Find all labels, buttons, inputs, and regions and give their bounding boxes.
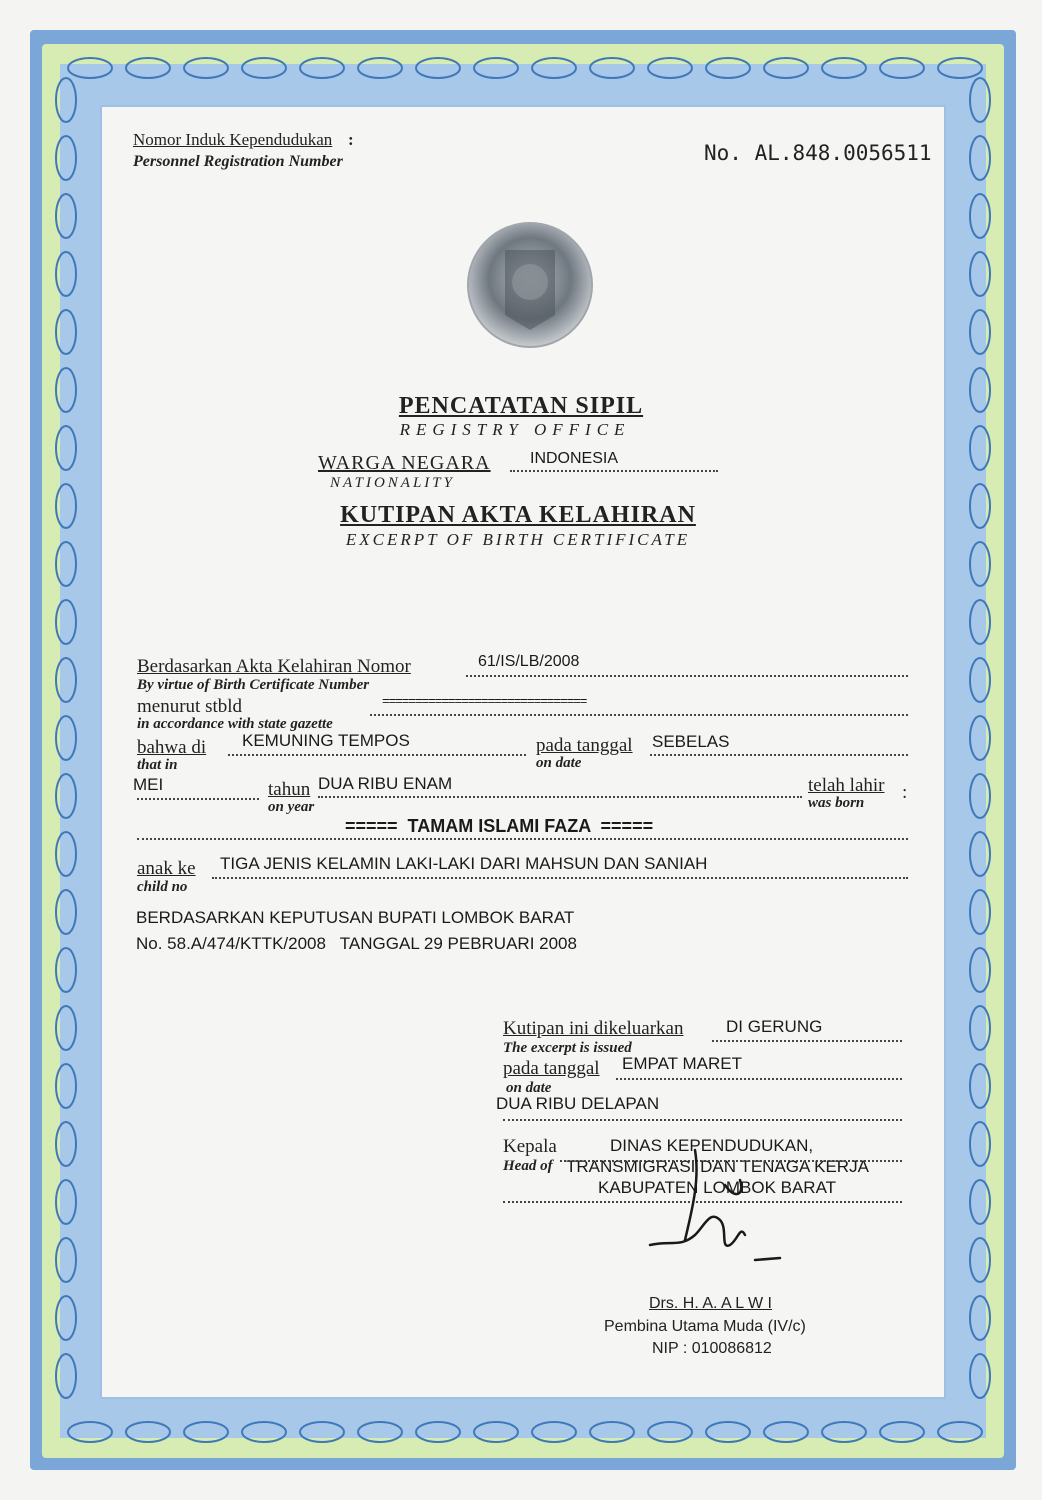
document-title: [0, 502, 1036, 529]
ornament-oval: [970, 1122, 990, 1166]
ornament-oval: [706, 1422, 750, 1442]
nationality-label: WARGA NEGARA: [318, 452, 491, 474]
signatory-name: Drs. H. A. A L W I: [649, 1295, 772, 1312]
ornament-oval: [56, 832, 76, 876]
issue-date-value: EMPAT MARET: [622, 1054, 742, 1073]
born-label-en: was born: [808, 795, 865, 811]
ornament-oval: [68, 58, 112, 78]
issue-date-label: pada tanggal: [503, 1058, 600, 1079]
place-label: bahwa di: [137, 737, 207, 758]
place-value: KEMUNING TEMPOS: [242, 731, 410, 750]
place-label-en: that in: [137, 757, 178, 773]
ornament-oval: [822, 58, 866, 78]
ornament-oval: [56, 1064, 76, 1108]
child-name-dots: [137, 838, 908, 840]
ornament-oval: [56, 948, 76, 992]
ornament-oval: [532, 1422, 576, 1442]
ornament-oval: [648, 1422, 692, 1442]
document-title-text: KUTIPAN AKTA KELAHIRAN: [340, 502, 696, 528]
ornament-oval: [358, 58, 402, 78]
birth-year-dots: [318, 796, 802, 798]
ornament-oval: [56, 1296, 76, 1340]
ornament-oval: [416, 58, 460, 78]
ornament-oval: [970, 194, 990, 238]
hologram-seal: [465, 220, 595, 350]
ornament-oval: [970, 310, 990, 354]
ornament-oval: [880, 58, 924, 78]
child-order-value: TIGA JENIS KELAMIN LAKI-LAKI DARI MAHSUN DAN SANIAH: [220, 854, 708, 873]
decree-line-2: No. 58.A/474/KTTK/2008 TANGGAL 29 PEBRUARI 2008: [136, 934, 577, 953]
issued-place-value: DI GERUNG: [726, 1017, 823, 1036]
child-name-value: ===== TAMAM ISLAMI FAZA =====: [345, 816, 654, 836]
nationality-dots: [510, 470, 718, 472]
ornament-oval: [358, 1422, 402, 1442]
born-label: telah lahir: [808, 775, 885, 796]
issue-year-value: DUA RIBU DELAPAN: [496, 1094, 660, 1113]
birth-date-value: SEBELAS: [652, 732, 730, 751]
ornament-oval: [56, 194, 76, 238]
ornament-oval: [880, 1422, 924, 1442]
ornament-oval: [970, 1180, 990, 1224]
ornament-oval: [764, 58, 808, 78]
stbld-value: ===============================: [382, 693, 587, 708]
ornament-oval: [56, 1180, 76, 1224]
nik-colon: :: [348, 130, 354, 149]
ornament-oval: [822, 1422, 866, 1442]
ornament-oval: [56, 1354, 76, 1398]
stbld-label-en: in accordance with state gazette: [137, 716, 333, 732]
ornament-oval: [970, 252, 990, 296]
signatory-rank: Pembina Utama Muda (IV/c): [604, 1318, 806, 1335]
ornament-oval: [970, 1064, 990, 1108]
ornament-oval: [970, 1296, 990, 1340]
ornament-oval: [242, 1422, 286, 1442]
head-office-line-3: KABUPATEN LOMBOK BARAT: [598, 1178, 837, 1197]
head-office-line-2: TRANSMIGRASI DAN TENAGA KERJA: [566, 1157, 869, 1176]
child-order-dots: [212, 877, 908, 879]
issue-date-dots: [616, 1078, 902, 1080]
head-label-en: Head of: [503, 1158, 553, 1174]
stbld-label: menurut stbld: [137, 696, 243, 717]
signature: [640, 1140, 790, 1280]
ornament-oval: [706, 58, 750, 78]
office-title: [0, 393, 1042, 420]
ornament-oval: [56, 252, 76, 296]
office-title-en: REGISTRY OFFICE: [399, 420, 631, 439]
ornament-oval: [970, 1006, 990, 1050]
document-title-en: EXCERPT OF BIRTH CERTIFICATE: [345, 530, 691, 549]
head-label: Kepala: [503, 1136, 557, 1157]
issued-place-dots: [712, 1040, 902, 1042]
birth-month-dots: [137, 798, 259, 800]
ornament-oval: [970, 600, 990, 644]
cert-number-label-en: By virtue of Birth Certificate Number: [137, 677, 370, 693]
ornament-oval: [970, 1238, 990, 1282]
ornament-oval: [970, 1354, 990, 1398]
ornament-oval: [300, 1422, 344, 1442]
ornament-oval: [242, 58, 286, 78]
nik-label-en: Personnel Registration Number: [133, 153, 343, 170]
head-office-line-1: DINAS KEPENDUDUKAN,: [610, 1136, 814, 1155]
ornament-oval: [938, 58, 982, 78]
ornament-oval: [56, 78, 76, 122]
place-dots: [228, 754, 526, 756]
issue-date-label-en: on date: [506, 1080, 552, 1096]
birth-year-label-en: on year: [268, 799, 315, 815]
ornament-oval: [416, 1422, 460, 1442]
ornament-oval: [532, 58, 576, 78]
birth-year-label: tahun: [268, 779, 311, 800]
ornament-oval: [300, 58, 344, 78]
ornament-oval: [970, 78, 990, 122]
ornament-oval: [938, 1422, 982, 1442]
birth-month-value: MEI: [133, 775, 164, 794]
ornament-oval: [590, 1422, 634, 1442]
issued-label: Kutipan ini dikeluarkan: [503, 1018, 684, 1039]
ornament-oval: [590, 58, 634, 78]
ornament-oval: [970, 658, 990, 702]
issue-year-dots: [503, 1119, 902, 1121]
birth-date-label-en: on date: [536, 755, 582, 771]
ornament-oval: [68, 1422, 112, 1442]
ornament-oval: [970, 832, 990, 876]
child-order-label: anak ke: [137, 858, 196, 879]
decree-line-1: BERDASARKAN KEPUTUSAN BUPATI LOMBOK BARAT: [136, 908, 575, 927]
ornament-oval: [474, 58, 518, 78]
ornament-oval: [56, 136, 76, 180]
ornament-oval: [56, 1006, 76, 1050]
birth-date-dots: [650, 754, 908, 756]
ornament-oval: [970, 890, 990, 934]
cert-number-dots: [466, 675, 908, 677]
cert-number-value: 61/IS/LB/2008: [478, 653, 580, 670]
serial-number: No. AL.848.0056511: [704, 141, 932, 165]
ornament-oval: [56, 310, 76, 354]
ornament-oval: [56, 1238, 76, 1282]
ornament-oval: [56, 600, 76, 644]
ornament-oval: [764, 1422, 808, 1442]
stbld-dots: [370, 714, 908, 716]
nationality-label-en: NATIONALITY: [330, 475, 455, 491]
cert-number-label: Berdasarkan Akta Kelahiran Nomor: [137, 656, 411, 677]
child-order-label-en: child no: [137, 879, 188, 895]
office-title-text: PENCATATAN SIPIL: [398, 393, 644, 419]
ornament-oval: [56, 1122, 76, 1166]
ornament-oval: [970, 716, 990, 760]
nik-label: Nomor Induk Kependudukan: [133, 130, 333, 149]
ornament-oval: [970, 774, 990, 818]
signatory-nip: NIP : 010086812: [652, 1340, 772, 1357]
ornament-oval: [184, 1422, 228, 1442]
ornament-oval: [56, 658, 76, 702]
birth-year-value: DUA RIBU ENAM: [318, 774, 453, 793]
ornament-oval: [126, 1422, 170, 1442]
issued-label-en: The excerpt is issued: [503, 1040, 632, 1056]
ornament-oval: [970, 136, 990, 180]
ornament-oval: [184, 58, 228, 78]
ornament-oval: [970, 948, 990, 992]
nationality-value: INDONESIA: [530, 450, 619, 467]
ornament-oval: [56, 890, 76, 934]
ornament-oval: [56, 716, 76, 760]
birth-date-label: pada tanggal: [536, 735, 633, 756]
born-colon: :: [902, 782, 908, 803]
ornament-oval: [56, 774, 76, 818]
ornament-oval: [648, 58, 692, 78]
ornament-oval: [126, 58, 170, 78]
ornament-oval: [474, 1422, 518, 1442]
